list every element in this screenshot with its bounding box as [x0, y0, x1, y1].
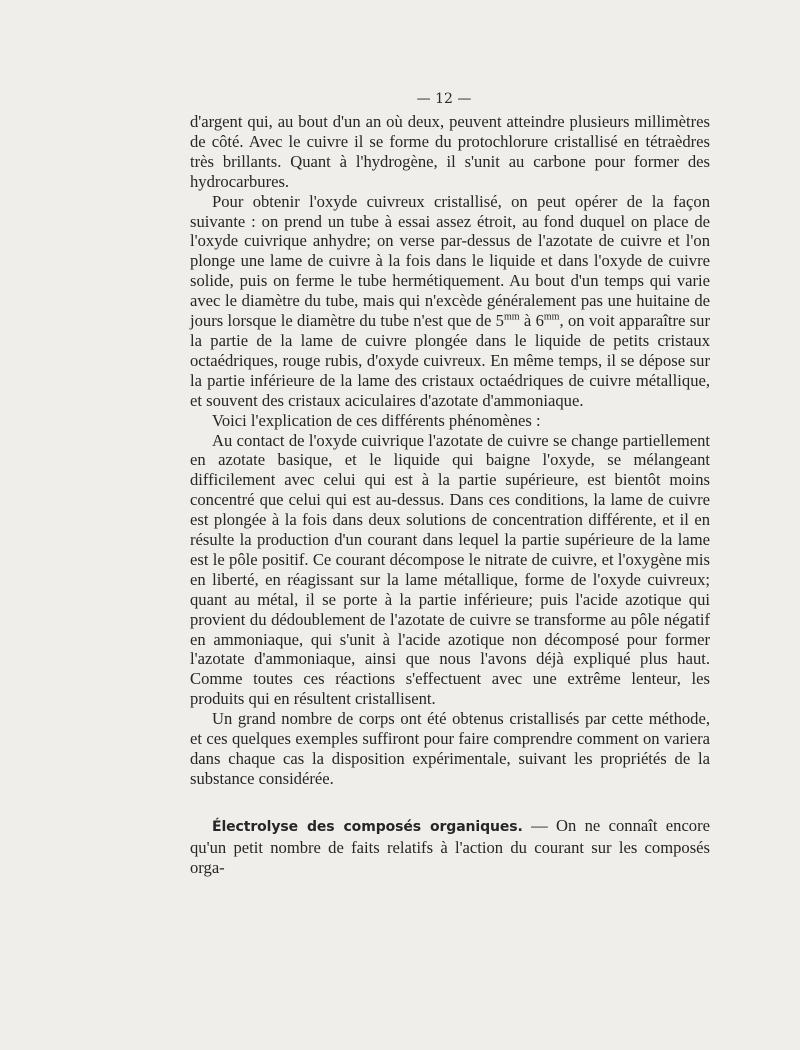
section-text: — On ne connaît encore qu'un petit nombre de faits relatifs à l'action du courant sur les composés orga- — [190, 815, 710, 877]
section-heading: Électrolyse des composés organiques. — [212, 818, 523, 835]
paragraph-2-part-c: , on voit apparaître sur la partie de la lame de cuivre plongée dans le liquide de petits cristaux octaédriques, rouge rubis, d'oxyde cuivreux. En même temps, il se dépose sur la partie inférieure de la lame des cristaux octaédriques de cuivre métallique, et souvent des cristaux aciculaires d'azotate d'ammoniaque. — [190, 311, 710, 410]
page-number: — 12 — — [416, 91, 472, 107]
section-paragraph — [190, 816, 710, 878]
paragraph-2-part-a: Pour obtenir l'oxyde cuivreux cristallisé, on peut opérer de la façon suivante : on prend un tube à essai assez étroit, au fond duquel on place de l'oxyde cuivrique anhydre; on verse par-dessus de l'azotate de cuivre et l'on plonge une lame de cuivre à la fois dans le liquide et dans l'oxyde de cuivre solide, puis on ferme le tube hermétiquement. Au bout d'un temps qui varie avec le diamètre du tube, mais qui n'excède généralement pas une huitaine de jours lorsque le diamètre du tube n'est que de 5 — [190, 191, 710, 331]
unit-mm-2: mm — [543, 311, 560, 323]
paragraph-2 — [190, 192, 710, 411]
unit-mm-1: mm — [503, 311, 520, 323]
body-text — [190, 112, 710, 878]
paragraph-1: d'argent qui, au bout d'un an où deux, peuvent atteindre plusieurs millimètres de côté. Avec le cuivre il se forme du protochlorure cristallisé en tétraèdres très brillants. Quant à l'hydrogène, il s'unit au carbone pour former des hydrocarbures. — [190, 112, 710, 191]
paragraph-2-part-b: à 6 — [519, 311, 544, 331]
paragraph-3: Voici l'explication de ces différents phénomènes : — [212, 410, 541, 430]
paragraph-5: Un grand nombre de corps ont été obtenus cristallisés par cette méthode, et ces quelques exemples suffiront pour faire comprendre comment on variera dans chaque cas la disposition expérimentale, suivant les propriétés de la substance considérée. — [190, 709, 710, 788]
paragraph-4: Au contact de l'oxyde cuivrique l'azotate de cuivre se change partiellement en azotate basique, et le liquide qui baigne l'oxyde, se mélangeant difficilement avec celui qui est à la partie supérieure, est bientôt moins concentré que celui qui est au-dessus. Dans ces conditions, la lame de cuivre est plongée à la fois dans deux solutions de concentration différente, et il en résulte la production d'un courant dans lequel la partie supérieure de la lame est le pôle positif. Ce courant décompose le nitrate de cuivre, et l'oxygène mis en liberté, en réagissant sur la lame métallique, forme de l'oxyde cuivreux; quant au métal, il se porte à la partie inférieure; puis l'acide azotique qui provient du dédoublement de l'azotate de cuivre se transforme au pôle négatif en ammoniaque, qui s'unit à l'acide azotique non décomposé pour former l'azotate d'ammoniaque, ainsi que nous l'avons déjà expliqué plus haut. Comme toutes ces réactions s'effectuent avec une extrême lenteur, les produits qui en résultent cristallisent. — [190, 430, 710, 709]
